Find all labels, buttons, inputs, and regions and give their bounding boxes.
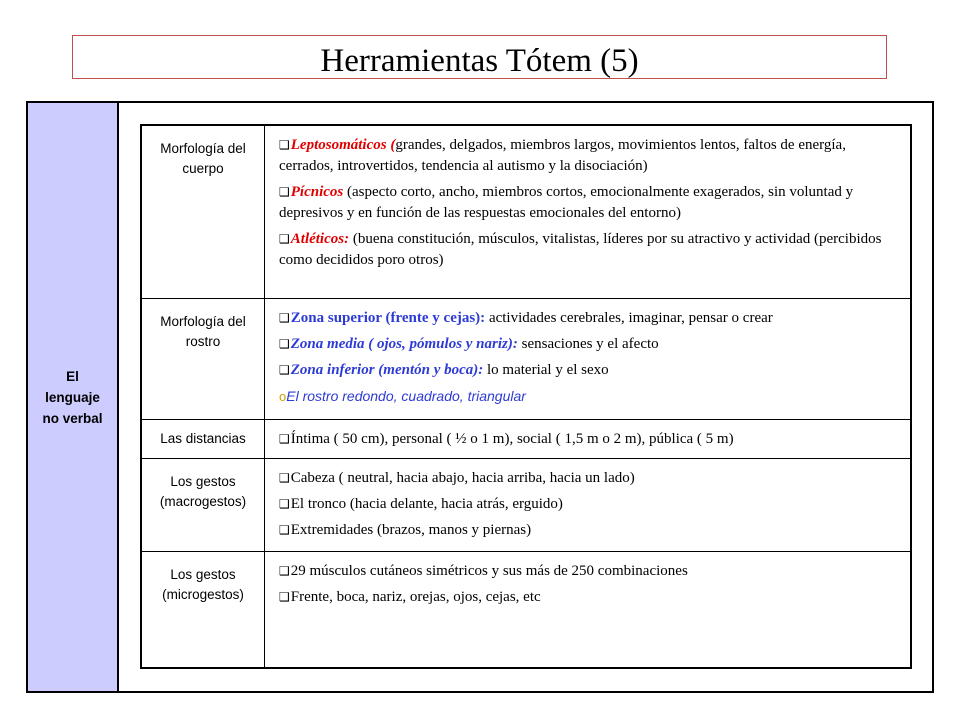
checkbox-square-icon: ❑ bbox=[279, 232, 290, 246]
checkbox-square-icon: ❑ bbox=[279, 138, 290, 152]
checkbox-square-icon: ❑ bbox=[279, 310, 290, 325]
circle-bullet-icon: o bbox=[279, 388, 287, 404]
item-text: Extremidades (brazos, manos y piernas) bbox=[290, 521, 532, 538]
content-table bbox=[140, 124, 912, 669]
row-content-cell bbox=[265, 298, 912, 419]
item-term: Zona inferior (mentón y boca): bbox=[290, 361, 484, 378]
item-term: Zona media ( ojos, pómulos y nariz): bbox=[290, 335, 518, 352]
row-content-cell bbox=[265, 458, 912, 551]
list-item bbox=[279, 135, 902, 177]
page-title: Herramientas Tótem (5) bbox=[320, 43, 639, 79]
item-term: Pícnicos bbox=[290, 184, 344, 200]
list-item bbox=[279, 360, 902, 381]
list-item bbox=[279, 308, 902, 329]
row-label: Los gestos (microgestos) bbox=[162, 566, 244, 602]
row-label: Las distancias bbox=[160, 430, 246, 446]
table-row bbox=[141, 551, 911, 668]
row-content-cell bbox=[265, 125, 912, 298]
row-content-cell bbox=[265, 551, 912, 668]
row-label: Morfología del cuerpo bbox=[160, 141, 246, 176]
list-item bbox=[279, 429, 902, 450]
table-row bbox=[141, 419, 911, 458]
list-item bbox=[279, 229, 902, 271]
side-label: El lenguaje no verbal bbox=[42, 368, 103, 426]
row-label-cell bbox=[141, 551, 265, 668]
row-content-cell bbox=[265, 419, 912, 458]
list-item bbox=[279, 334, 902, 355]
checkbox-square-icon: ❑ bbox=[279, 470, 290, 485]
checkbox-square-icon: ❑ bbox=[279, 336, 290, 351]
title-box bbox=[72, 35, 887, 79]
checkbox-square-icon: ❑ bbox=[279, 431, 290, 446]
row-label: Los gestos (macrogestos) bbox=[159, 473, 247, 509]
list-item bbox=[279, 386, 902, 407]
item-term: Zona superior (frente y cejas): bbox=[290, 309, 486, 326]
item-term: Atléticos: bbox=[290, 231, 350, 247]
list-item bbox=[279, 182, 902, 224]
checkbox-square-icon: ❑ bbox=[279, 522, 290, 537]
item-text: lo material y el sexo bbox=[483, 361, 609, 378]
row-label-cell bbox=[141, 125, 265, 298]
item-text: (aspecto corto, ancho, miembros cortos, emocionalmente exagerados, sin voluntad y depresivos y en función de las respuestas emocionales del entorno) bbox=[279, 184, 854, 221]
checkbox-square-icon: ❑ bbox=[279, 496, 290, 511]
checkbox-square-icon: ❑ bbox=[279, 563, 290, 578]
item-text: Frente, boca, nariz, orejas, ojos, cejas, etc bbox=[290, 588, 541, 605]
row-label: Morfología del rostro bbox=[160, 313, 246, 349]
item-text: Íntima ( 50 cm), personal ( ½ o 1 m), social ( 1,5 m o 2 m), pública ( 5 m) bbox=[290, 430, 734, 447]
row-label-cell bbox=[141, 298, 265, 419]
item-text: sensaciones y el afecto bbox=[517, 335, 659, 352]
side-panel bbox=[28, 103, 119, 691]
item-term: Leptosomáticos ( bbox=[290, 137, 396, 153]
checkbox-square-icon: ❑ bbox=[279, 589, 290, 604]
table-row bbox=[141, 298, 911, 419]
item-text: grandes, delgados, miembros largos, movimientos lentos, faltos de energía, cerrados, introvertidos, tendencia al autismo y la disociación) bbox=[279, 137, 846, 174]
item-text: El rostro redondo, cuadrado, triangular bbox=[286, 387, 526, 404]
item-text: El tronco (hacia delante, hacia atrás, erguido) bbox=[290, 495, 563, 512]
list-item bbox=[279, 587, 902, 608]
checkbox-square-icon: ❑ bbox=[279, 185, 290, 199]
table-row bbox=[141, 458, 911, 551]
row-label-cell bbox=[141, 419, 265, 458]
row-label-cell bbox=[141, 458, 265, 551]
checkbox-square-icon: ❑ bbox=[279, 362, 290, 377]
list-item bbox=[279, 520, 902, 541]
item-text: Cabeza ( neutral, hacia abajo, hacia arriba, hacia un lado) bbox=[290, 469, 635, 486]
list-item bbox=[279, 494, 902, 515]
item-text: (buena constitución, músculos, vitalistas, líderes por su atractivo y actividad (percibidos como decididos poro otros) bbox=[279, 231, 882, 268]
table-row bbox=[141, 125, 911, 298]
item-text: actividades cerebrales, imaginar, pensar o crear bbox=[485, 309, 773, 326]
item-text: 29 músculos cutáneos simétricos y sus más de 250 combinaciones bbox=[290, 562, 688, 579]
list-item bbox=[279, 561, 902, 582]
list-item bbox=[279, 468, 902, 489]
